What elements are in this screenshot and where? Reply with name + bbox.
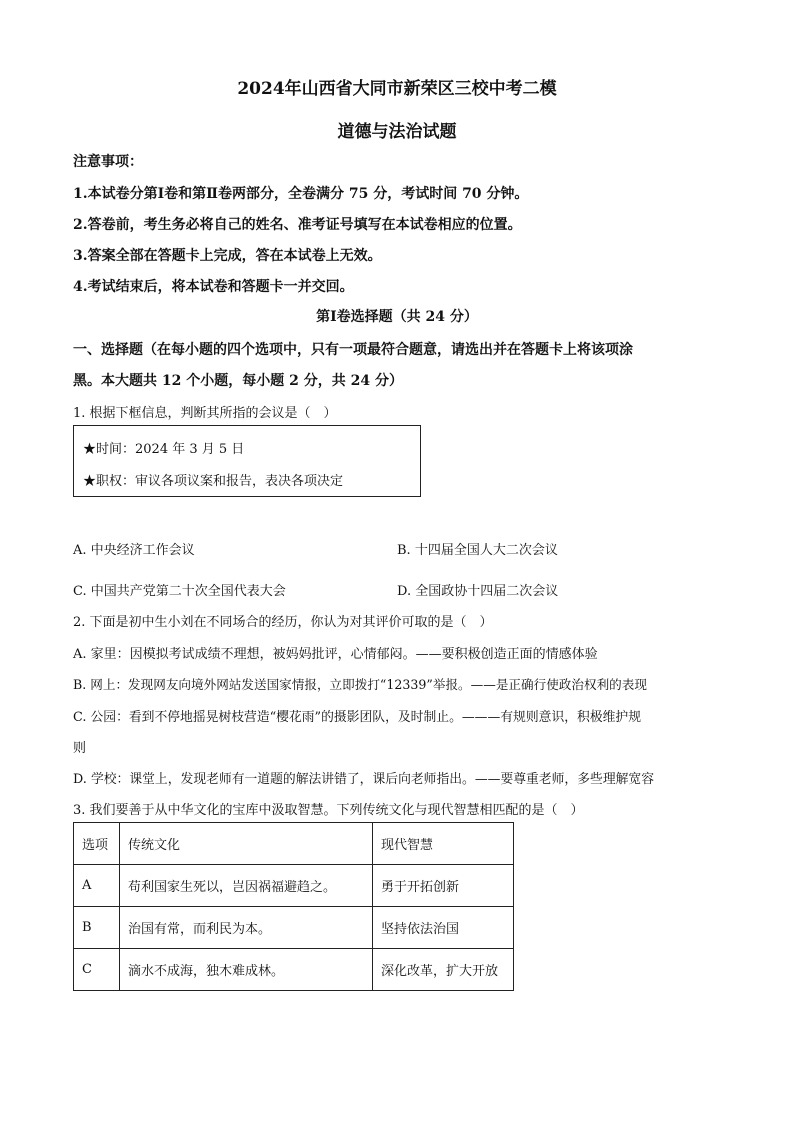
q2-option-a: A. 家里：因模拟考试成绩不理想，被妈妈批评，心情郁闷。——要积极创造正面的情感体验 — [73, 647, 598, 662]
table-cell: 苟利国家生死以，岂因祸福避趋之。 — [120, 865, 373, 907]
q3-table — [73, 822, 514, 991]
q1-info-time: ★时间：2024 年 3 月 5 日 — [83, 442, 245, 457]
page-subtitle: 道德与法治试题 — [337, 122, 457, 142]
table-cell: B — [74, 907, 120, 949]
table-header-cell: 选项 — [74, 823, 120, 865]
table-cell: C — [74, 949, 120, 991]
table-header-cell: 现代智慧 — [373, 823, 514, 865]
q1-option-b: B. 十四届全国人大二次会议 — [397, 543, 558, 558]
table-cell: 坚持依法治国 — [373, 907, 514, 949]
q2-option-c-line1: C. 公园：看到不停地摇晃树枝营造“樱花雨”的摄影团队，及时制止。———有规则意识，积极维护规 — [73, 710, 642, 725]
q3-stem: 3. 我们要善于从中华文化的宝库中汲取智慧。下列传统文化与现代智慧相匹配的是（ ） — [73, 803, 584, 818]
note-item-4: 4.考试结束后，将本试卷和答题卡一并交回。 — [73, 279, 354, 295]
table-row — [74, 907, 514, 949]
table-cell: 治国有常，而利民为本。 — [120, 907, 373, 949]
table-header-cell: 传统文化 — [120, 823, 373, 865]
q1-info-powers: ★职权：审议各项议案和报告，表决各项决定 — [83, 474, 344, 489]
table-cell: 深化改革，扩大开放 — [373, 949, 514, 991]
section-instruction-line2: 黑。本大题共 12 个小题，每小题 2 分，共 24 分） — [73, 373, 403, 389]
notes-heading: 注意事项： — [73, 154, 143, 170]
table-header-row — [74, 823, 514, 865]
q1-option-c: C. 中国共产党第二十次全国代表大会 — [73, 584, 286, 599]
note-item-2: 2.答卷前，考生务必将自己的姓名、准考证号填写在本试卷相应的位置。 — [73, 217, 522, 233]
q2-option-c-line2: 则 — [73, 741, 87, 756]
table-cell: A — [74, 865, 120, 907]
section-title: 第Ⅰ卷选择题（共 24 分） — [316, 309, 478, 325]
note-item-3: 3.答案全部在答题卡上完成，答在本试卷上无效。 — [73, 248, 382, 264]
table-cell: 滴水不成海，独木难成林。 — [120, 949, 373, 991]
q2-option-d: D. 学校：课堂上，发现老师有一道题的解法讲错了，课后向老师指出。——要尊重老师，多些理解宽容 — [73, 772, 655, 787]
section-instruction-line1: 一、选择题（在每小题的四个选项中，只有一项最符合题意，请选出并在答题卡上将该项涂 — [73, 342, 633, 358]
q1-info-box — [73, 425, 421, 497]
q1-option-a: A. 中央经济工作会议 — [73, 543, 195, 558]
table-row — [74, 949, 514, 991]
note-item-1: 1.本试卷分第Ⅰ卷和第Ⅱ卷两部分，全卷满分 75 分，考试时间 70 分钟。 — [73, 186, 529, 202]
page-title: 2024年山西省大同市新荣区三校中考二模 — [237, 79, 557, 99]
q1-stem: 1. 根据下框信息，判断其所指的会议是（ ） — [73, 406, 337, 421]
q2-stem: 2. 下面是初中生小刘在不同场合的经历，你认为对其评价可取的是（ ） — [73, 615, 493, 630]
table-row — [74, 865, 514, 907]
q1-option-d: D. 全国政协十四届二次会议 — [397, 584, 559, 599]
table-cell: 勇于开拓创新 — [373, 865, 514, 907]
q2-option-b: B. 网上：发现网友向境外网站发送国家情报，立即拨打“12339”举报。——是正确行使政治权利的表现 — [73, 677, 647, 692]
